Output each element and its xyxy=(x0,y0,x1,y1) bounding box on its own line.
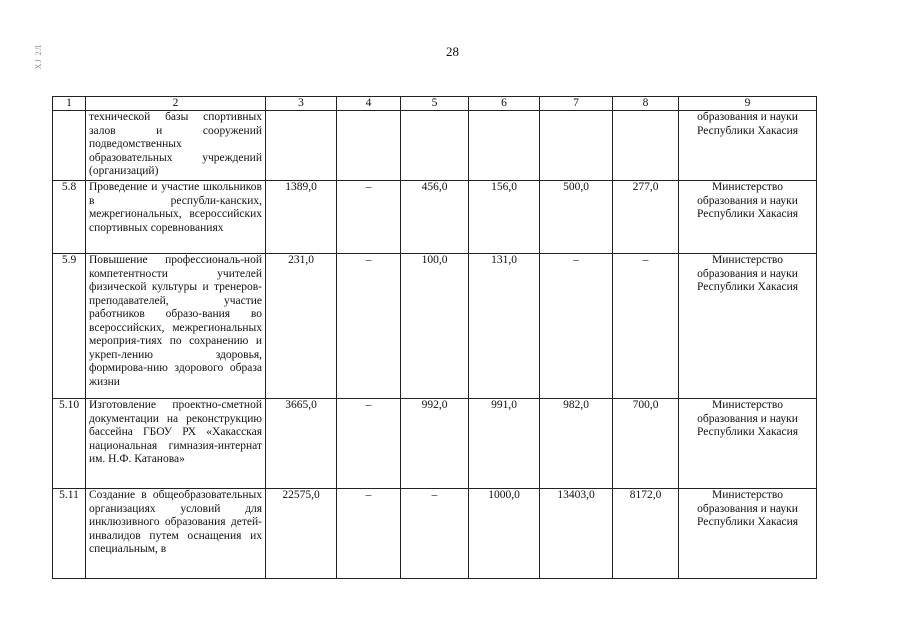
year-cell: 992,0 xyxy=(401,399,469,489)
year-cell: – xyxy=(613,254,679,399)
year-cell: 156,0 xyxy=(469,181,540,254)
executor-cell: Министерство образования и науки Республики Хакасия xyxy=(679,254,817,399)
row-description: Проведение и участие школьников в республи-канских, межрегиональных, всероссийских спортивных соревнованиях xyxy=(86,181,266,254)
table-row xyxy=(53,181,817,254)
year-cell: 700,0 xyxy=(613,399,679,489)
executor-cell: Министерство образования и науки Республики Хакасия xyxy=(679,181,817,254)
year-cell xyxy=(540,111,613,181)
total-cell xyxy=(266,111,337,181)
year-cell: 500,0 xyxy=(540,181,613,254)
scan-stamp: ХЈ 2Л xyxy=(34,44,43,70)
table-row xyxy=(53,254,817,399)
row-number: 5.8 xyxy=(53,181,86,254)
column-header: 2 xyxy=(86,97,266,111)
row-number: 5.9 xyxy=(53,254,86,399)
row-description: Создание в общеобразовательных организациях условий для инклюзивного образования детей-инвалидов путем оснащения их специальным, в xyxy=(86,489,266,579)
column-header: 4 xyxy=(337,97,401,111)
year-cell: 982,0 xyxy=(540,399,613,489)
program-table xyxy=(52,96,817,579)
year-cell: 8172,0 xyxy=(613,489,679,579)
row-number: 5.11 xyxy=(53,489,86,579)
year-cell: 100,0 xyxy=(401,254,469,399)
column-header: 5 xyxy=(401,97,469,111)
year-cell xyxy=(337,111,401,181)
year-cell: 131,0 xyxy=(469,254,540,399)
year-cell xyxy=(469,111,540,181)
year-cell xyxy=(401,111,469,181)
total-cell: 231,0 xyxy=(266,254,337,399)
year-cell: – xyxy=(337,254,401,399)
column-number-row xyxy=(53,97,817,111)
table-row xyxy=(53,399,817,489)
row-number xyxy=(53,111,86,181)
year-cell: 277,0 xyxy=(613,181,679,254)
executor-cell: образования и науки Республики Хакасия xyxy=(679,111,817,181)
year-cell: – xyxy=(540,254,613,399)
column-header: 9 xyxy=(679,97,817,111)
table-row xyxy=(53,489,817,579)
year-cell: – xyxy=(401,489,469,579)
total-cell: 3665,0 xyxy=(266,399,337,489)
executor-cell: Министерство образования и науки Республики Хакасия xyxy=(679,399,817,489)
year-cell: 991,0 xyxy=(469,399,540,489)
column-header: 3 xyxy=(266,97,337,111)
total-cell: 1389,0 xyxy=(266,181,337,254)
total-cell: 22575,0 xyxy=(266,489,337,579)
column-header: 6 xyxy=(469,97,540,111)
executor-cell: Министерство образования и науки Республики Хакасия xyxy=(679,489,817,579)
column-header: 8 xyxy=(613,97,679,111)
year-cell: 1000,0 xyxy=(469,489,540,579)
year-cell: 13403,0 xyxy=(540,489,613,579)
year-cell: 456,0 xyxy=(401,181,469,254)
year-cell: – xyxy=(337,489,401,579)
year-cell: – xyxy=(337,399,401,489)
table-row xyxy=(53,111,817,181)
column-header: 1 xyxy=(53,97,86,111)
year-cell xyxy=(613,111,679,181)
row-description: Изготовление проектно-сметной документации на реконструкцию бассейна ГБОУ РХ «Хакасская национальная гимназия-интернат им. Н.Ф. Катанова» xyxy=(86,399,266,489)
page-number: 28 xyxy=(446,44,459,59)
year-cell: – xyxy=(337,181,401,254)
row-description: Повышение профессиональ-ной компетентности учителей физической культуры и тренеров-преподавателей, участие работников образо-вания во всероссийских, межрегиональных мероприя-тиях по сохранению и укреп-лению здоровья, формирова-нию здорового образа жизни xyxy=(86,254,266,399)
column-header: 7 xyxy=(540,97,613,111)
row-number: 5.10 xyxy=(53,399,86,489)
row-description: технической базы спортивных залов и сооружений подведомственных образовательных учреждений (организаций) xyxy=(86,111,266,181)
